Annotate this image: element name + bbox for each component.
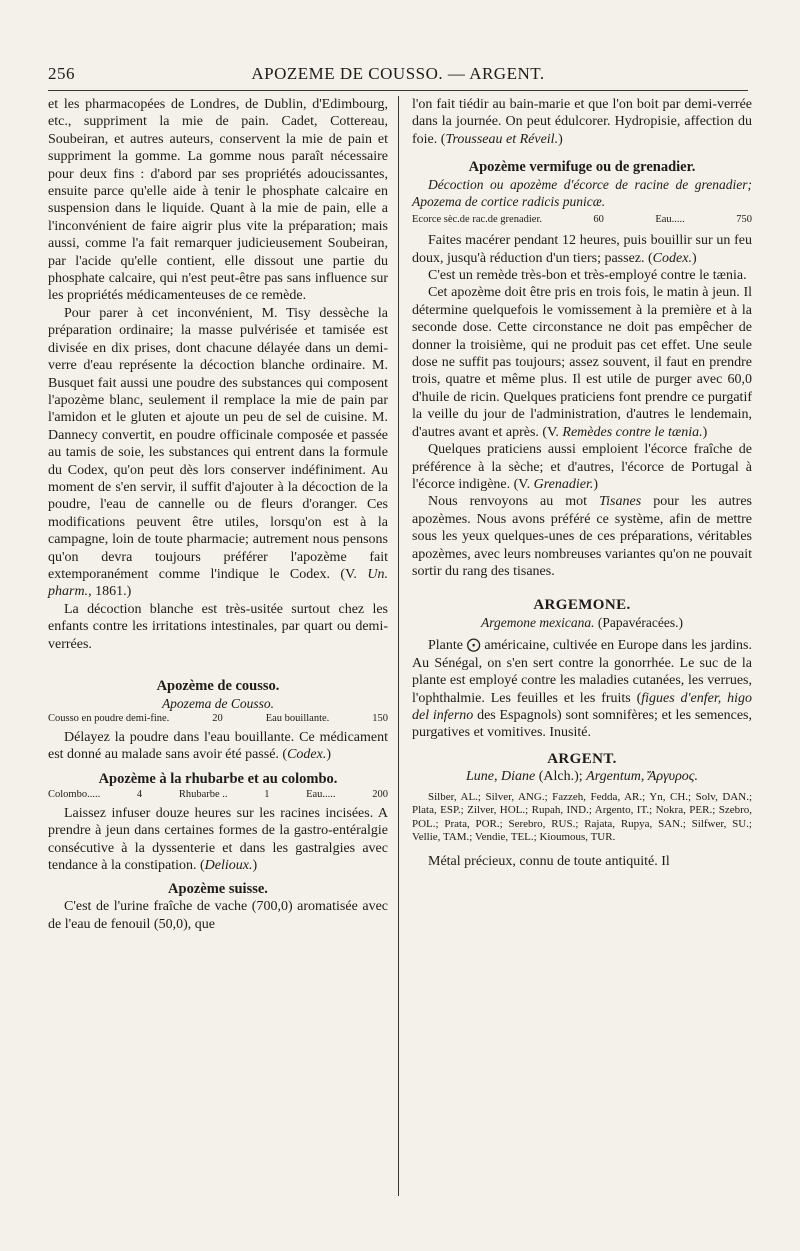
reference: Remèdes contre le tænia. (562, 424, 703, 440)
column-divider (398, 96, 399, 1196)
section-heading: ARGEMONE. (533, 597, 631, 614)
reference: Delioux. (204, 858, 253, 874)
latin-name: Décoction ou apozème d'écorce de racine de grenadier; Apozema de cortice radicis punicæ. (412, 177, 752, 210)
paragraph: Cet apozème doit être pris en trois fois, le matin à jeun. Il détermine quelquefois le vomissement à la première et à la seconde dose. Cette circonstance ne doit pas empêcher de donner la troisième, qui ne produit pas cet effet. Une seule dose ne suffit pas toujours; assez souvent, il faut en prendre trois, quatre et même plus. Il est utile de purger avec 60,0 d'huile de ricin. Quelques praticiens font prendre ce purgatif la veille du jour de l'administration, d'autres le lendemain, d'autres avant et après. (V. Remèdes contre le tænia.) (412, 285, 752, 440)
paragraph: Plante ⨀ américaine, cultivée en Europe dans les jardins. Au Sénégal, on s'en sert contre la gonorrhée. Le suc de la plante est employé contre les maladies cutanées, les verrues, l'ophthalmie. Les feuilles et les fruits (figues d'enfer, higo del inferno des Espagnols) sont somnifères; et les semences, purgatives et vomitives. Inusité. (412, 638, 752, 741)
formula-line: Colombo..... 4 Rhubarbe .. 1 Eau..... 200 (48, 788, 388, 800)
paragraph: Quelques praticiens aussi emploient l'écorce fraîche de préférence à la sèche; et d'autres, l'écorce de Portugal à l'écorce indigène. (V. Grenadier.) (412, 442, 752, 492)
running-title: APOZEME DE COUSSO. — ARGENT. (251, 64, 545, 83)
latin-name: Lune, Diane (Alch.); Argentum, Ἄργυρος. (466, 768, 698, 784)
paragraph: Faites macérer pendant 12 heures, puis bouillir sur un feu doux, jusqu'à réduction d'un tiers; passez. (Codex.) (412, 233, 752, 266)
header-rule (48, 90, 748, 91)
latin-name: Apozema de Cousso. (161, 696, 275, 711)
paragraph: La décoction blanche est très-usitée surtout chez les enfants contre les irritations intestinales, par quart ou demi-verrées. (48, 601, 388, 652)
paragraph: C'est de l'urine fraîche de vache (700,0) aromatisée avec de l'eau de fenouil (50,0), que (48, 899, 388, 932)
reference: Codex. (652, 250, 692, 266)
right-column (412, 96, 752, 870)
section-heading: Apozème de cousso. (156, 678, 280, 694)
section-heading: Apozème suisse. (168, 881, 268, 898)
reference: figues d'enfer, higo del inferno (412, 690, 752, 723)
section-heading: Apozème vermifuge ou de grenadier. (468, 159, 696, 176)
running-header (48, 64, 748, 84)
paragraph: Pour parer à cet inconvénient, M. Tisy dessèche la préparation ordinaire; la masse pulvérisée et tamisée est divisée en dix prises, dont chacune délayée dans un demi-verre d'eau représente la décoction blanche ordinaire. M. Busquet fait aussi une poudre des substances qui composent l'apozème blanc, seulement il remplace la mie de pain par l'amidon et le gluten et ajoute un peu de sel de cuisine. M. Dannecy convertit, en poudre officinale composée et passée au tamis de soie, les substances qui entrent dans la formule du Codex, qu'on peut dès lors conserver indéfiniment. Au moment de s'en servir, il suffit d'ajouter à la décoction de la poudre, l'eau de cannelle ou de fleurs d'oranger. Ces modifications peuvent être utiles, lorsqu'on est à la campagne, loin de toute pharmacie; autrement nous pensons qu'on devra toujours préférer l'apozème fait extemporanément comme l'indique le Codex. (V. Un. pharm., 1861.) (48, 305, 389, 600)
paragraph: C'est un remède très-bon et très-employé contre le tænia. (428, 268, 747, 284)
reference: Codex. (287, 747, 327, 763)
formula-line: Cousso en poudre demi-fine. 20 Eau bouillante. 150 (48, 713, 388, 724)
synonyms-list: Silber, AL.; Silver, ANG.; Fazzeh, Fedda, AR.; Yn, CH.; Solv, DAN.; Plata, ESP.; Zilver, HOL.; Rupah, IND.; Argento, IT.; Nokra, PER.; Szebro, POL.; Prata, POR.; Serebro, RUS.; Rajata, Rupya, SAN.; Silfwer, SU.; Vellie, TAM.; Vendie, TEL.; Kioumous, TUR. (412, 790, 752, 844)
section-heading: ARGENT. (547, 750, 617, 767)
page-number: 256 (48, 64, 75, 83)
paragraph: Métal précieux, connu de toute antiquité. Il (428, 853, 670, 869)
reference: Tisanes (599, 494, 642, 510)
reference: Trousseau et Réveil. (445, 131, 559, 147)
paragraph: Laissez infuser douze heures sur les racines incisées. A prendre à jeun dans certaines formes de la gastro-entéralgie consécutive à la dyssenterie et dans les gastralgies avec tendance à la constipation. (Delioux.) (48, 805, 388, 874)
section-heading: Apozème à la rhubarbe et au colombo. (98, 770, 338, 787)
latin-name: Argemone mexicana. (Papavéracées.) (481, 615, 683, 631)
paragraph: Délayez la poudre dans l'eau bouillante. Ce médicament est donné au malade sans avoir été passé. (Codex.) (48, 730, 388, 763)
paragraph: Nous renvoyons au mot Tisanes pour les autres apozèmes. Nous avons préféré ce système, afin de mettre sous les yeux quelques-unes de ces préparations, véritables apozèmes, avec leurs nombreuses variantes qu'on ne pouvait sortir du rang des tisanes. (412, 494, 752, 579)
formula-line: Ecorce sèc.de rac.de grenadier. 60 Eau..... 750 (412, 214, 752, 226)
left-column (48, 96, 388, 933)
reference: Un. pharm. (48, 566, 389, 600)
paragraph: et les pharmacopées de Londres, de Dublin, d'Edimbourg, etc., suppriment la mie de pain. Cadet, Cottereau, Soubeiran, et autres auteurs, conservent la mie de pain et suppriment la gomme. La gomme nous paraît nécessaire pour deux fins : d'abord par ses propriétés adoucissantes, ensuite parce qu'elle aide à tenir le phosphate calcaire en suspension dans le liquide. Quant à la mie de pain, elle a l'inconvénient de faire aigrir plus vite la préparation; mais aussi, comme l'a fait remarquer judicieusement Soubeiran, par l'acide qu'elle contient, elle dissout une partie du phosphate calcaire, qui n'est peut-être pas sans influence sur les propriétés médicamenteuses de ce remède. (48, 97, 388, 304)
paragraph: l'on fait tiédir au bain-marie et que l'on boit par demi-verrée dans la journée. On peut édulcorer. Hydropisie, affection du foie. (Trousseau et Réveil.) (412, 97, 752, 147)
reference: Grenadier. (533, 476, 594, 492)
